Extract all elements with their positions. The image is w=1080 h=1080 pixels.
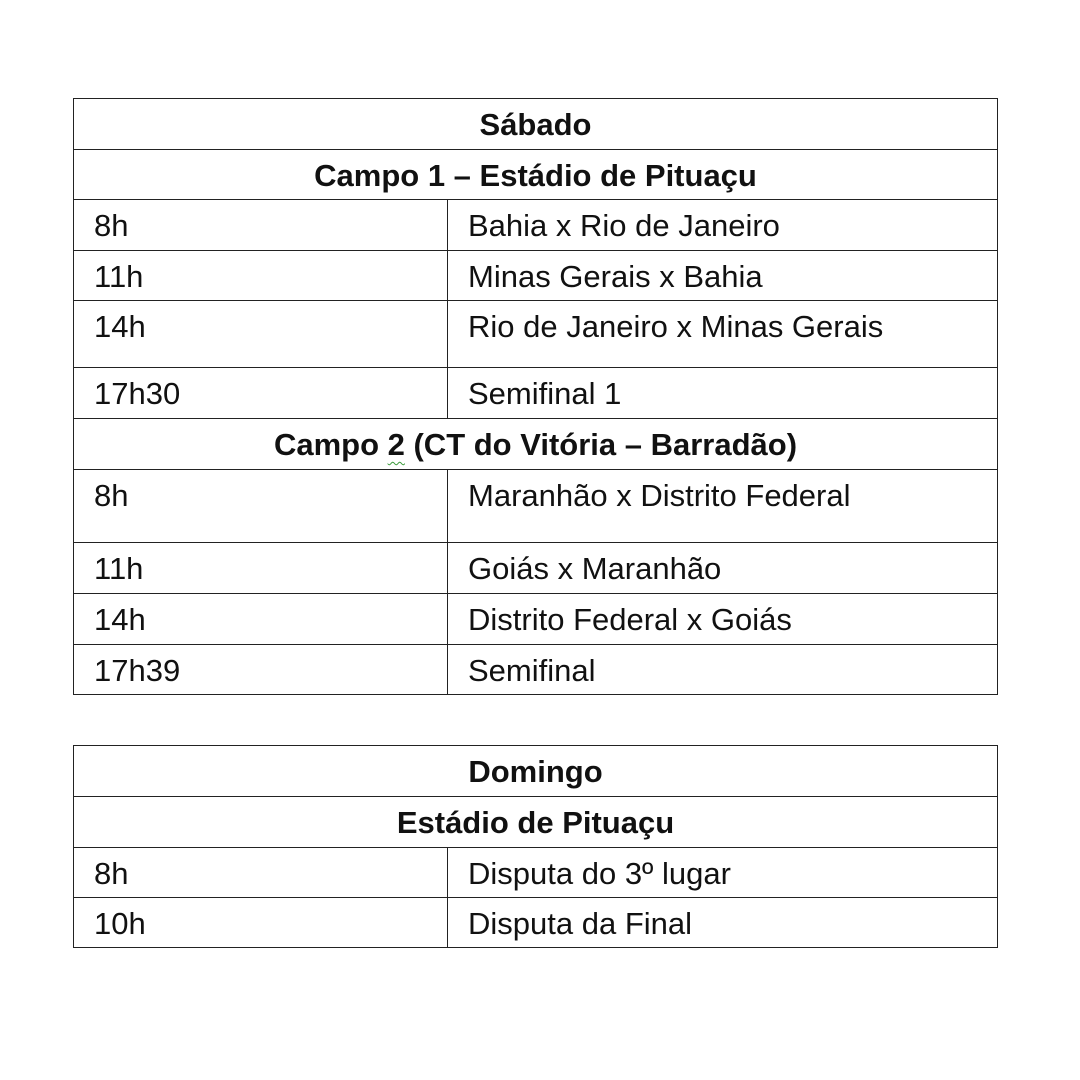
- table-row: [74, 848, 998, 898]
- table-row: [74, 301, 998, 368]
- table-row: [74, 251, 998, 301]
- game-time: 14h: [74, 594, 448, 645]
- game-match: Rio de Janeiro x Minas Gerais: [448, 301, 998, 368]
- game-time: 8h: [74, 200, 448, 251]
- field-heading: Campo 1 – Estádio de Pituaçu: [74, 150, 998, 200]
- game-time: 11h: [74, 251, 448, 301]
- game-time: 17h39: [74, 645, 448, 695]
- game-time: 11h: [74, 543, 448, 594]
- saturday-schedule-table: [73, 98, 998, 695]
- game-match: Maranhão x Distrito Federal: [448, 470, 998, 543]
- field-heading-number: 2: [387, 427, 405, 462]
- table-row: [74, 470, 998, 543]
- table-row: [74, 898, 998, 948]
- table-row: [74, 594, 998, 645]
- game-match: Bahia x Rio de Janeiro: [448, 200, 998, 251]
- table-row: [74, 645, 998, 695]
- game-time: 10h: [74, 898, 448, 948]
- field-heading-pre: Campo: [273, 427, 388, 462]
- day-heading: Sábado: [74, 99, 998, 150]
- game-time: 8h: [74, 470, 448, 543]
- sunday-schedule-table: [73, 745, 998, 948]
- game-match: Semifinal 1: [448, 368, 998, 419]
- table-row: [74, 368, 998, 419]
- game-match: Minas Gerais x Bahia: [448, 251, 998, 301]
- game-time: 8h: [74, 848, 448, 898]
- game-match: Disputa da Final: [448, 898, 998, 948]
- game-match: Goiás x Maranhão: [448, 543, 998, 594]
- field-heading: [74, 419, 998, 470]
- game-match: Disputa do 3º lugar: [448, 848, 998, 898]
- table-row: [74, 543, 998, 594]
- field-heading-post: (CT do Vitória – Barradão): [404, 427, 798, 462]
- day-heading: Domingo: [74, 746, 998, 797]
- game-match: Semifinal: [448, 645, 998, 695]
- game-match: Distrito Federal x Goiás: [448, 594, 998, 645]
- venue-heading: Estádio de Pituaçu: [74, 797, 998, 848]
- table-row: [74, 200, 998, 251]
- game-time: 17h30: [74, 368, 448, 419]
- game-time: 14h: [74, 301, 448, 368]
